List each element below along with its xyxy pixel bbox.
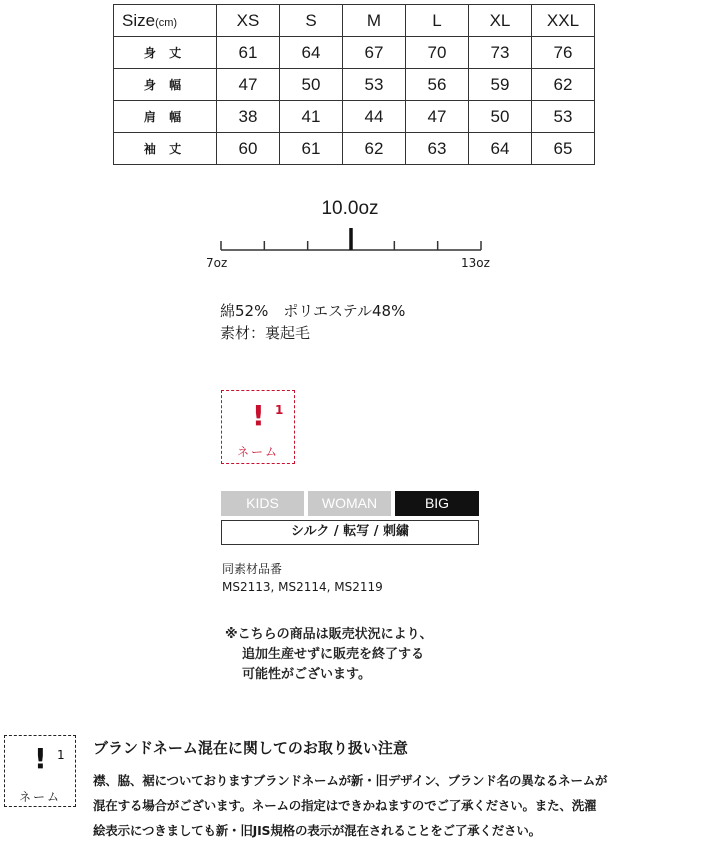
table-cell: 53 [532,101,595,133]
table-row [114,37,595,69]
table-cell: 53 [343,69,406,101]
table-cell: 44 [343,101,406,133]
notice-line: ※こちらの商品は販売状況により、 [225,627,433,642]
size-header-row [114,5,595,37]
exclamation-icon: ! [34,742,47,775]
size-label: Size [122,10,156,30]
fabric-weight-scale [219,228,483,258]
brand-note-line: 混在する場合がございます。ネームの指定はできかねますのでご了承ください。また、洗濯 [93,798,597,813]
badge-superscript: 1 [275,403,284,417]
size-col-header: S [280,5,343,37]
table-cell: 47 [217,69,280,101]
same-material-items: MS2113, MS2114, MS2119 [222,580,383,594]
size-col-header: XS [217,5,280,37]
table-cell: 76 [532,37,595,69]
table-cell: 61 [280,133,343,165]
tag-woman: WOMAN [308,491,391,516]
size-col-header: XXL [532,5,595,37]
notice-line: 追加生産せずに販売を終了する [242,647,425,662]
print-methods: シルク / 転写 / 刺繍 [221,520,479,545]
name-badge [221,390,295,464]
notice-line: 可能性がございます。 [242,667,371,682]
table-cell: 73 [469,37,532,69]
table-cell: 47 [406,101,469,133]
same-material-heading: 同素材品番 [222,562,283,576]
badge-label: ネーム [18,790,61,804]
table-cell: 59 [469,69,532,101]
brand-note-body [93,768,699,843]
brand-note-line: 絵表示につきましても新・旧JIS規格の表示が混在されることをご了承ください。 [93,823,541,838]
category-tags [221,491,479,516]
same-material [222,560,383,596]
table-row [114,69,595,101]
table-cell: 64 [280,37,343,69]
table-cell: 41 [280,101,343,133]
fabric-weight-value: 10.0oz [321,198,379,219]
sales-notice [225,625,433,685]
table-cell: 38 [217,101,280,133]
material-info [220,300,405,344]
size-header-cell [114,5,217,37]
table-row [114,133,595,165]
row-label: 身 幅 [114,69,217,101]
table-cell: 62 [532,69,595,101]
size-col-header: L [406,5,469,37]
size-table [113,4,595,165]
badge-superscript: 1 [57,748,65,762]
material-composition: 綿52% ポリエステル48% [220,302,406,320]
table-cell: 62 [343,133,406,165]
table-cell: 50 [469,101,532,133]
table-cell: 56 [406,69,469,101]
row-label: 袖 丈 [114,133,217,165]
badge-label: ネーム [236,445,279,459]
brand-note-line: 襟、脇、裾についておりますブランドネームが新・旧デザイン、ブランド名の異なるネームが [93,773,608,788]
table-cell: 60 [217,133,280,165]
unit-label: (cm) [155,16,178,29]
table-cell: 50 [280,69,343,101]
brand-note-badge [4,735,76,807]
fabric-weight-min-label: 7oz [206,256,228,270]
table-cell: 67 [343,37,406,69]
tag-kids: KIDS [221,491,304,516]
tag-big: BIG [395,491,479,516]
fabric-weight-max-label: 13oz [461,256,490,270]
table-cell: 64 [469,133,532,165]
row-label: 身 丈 [114,37,217,69]
table-cell: 70 [406,37,469,69]
table-row [114,101,595,133]
table-cell: 63 [406,133,469,165]
size-col-header: XL [469,5,532,37]
size-col-header: M [343,5,406,37]
brand-note-title: ブランドネーム混在に関してのお取り扱い注意 [93,739,408,757]
row-label: 肩 幅 [114,101,217,133]
material-texture: 素材：裏起毛 [220,324,311,342]
exclamation-icon: ! [252,399,265,432]
table-cell: 65 [532,133,595,165]
table-cell: 61 [217,37,280,69]
